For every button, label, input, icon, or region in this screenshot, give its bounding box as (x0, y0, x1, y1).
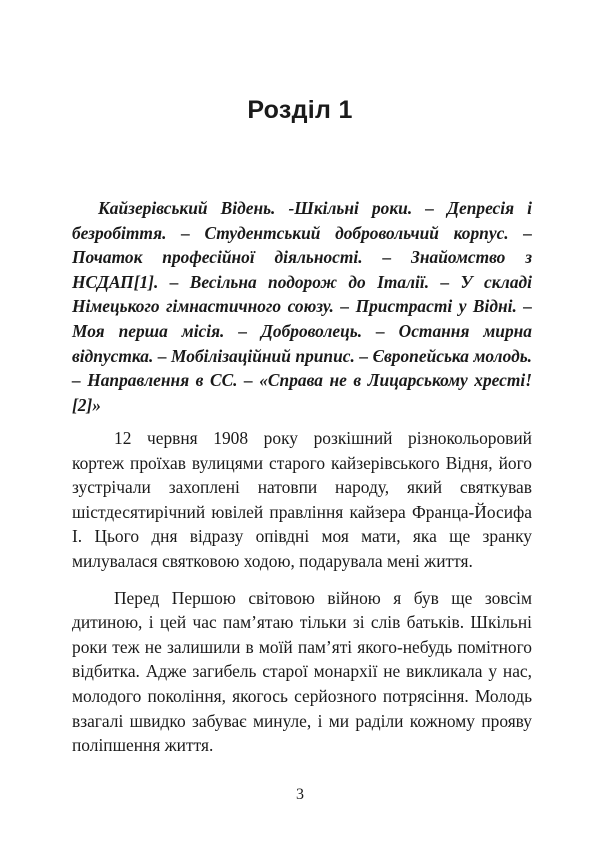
paragraph-1: 12 червня 1908 року розкішний різнокольоровий кортеж проїхав вулицями старого кайзерівського Відня, його зустрічали захоплені натовпи народу, який святкував шістдесятирічний ювілей правління кайзера Франца-Йосифа I. Цього дня відразу опівдні моя мати, яка ще зранку милувалася святковою ходою, подарувала мені життя. (72, 428, 532, 571)
page-number: 3 (296, 786, 304, 803)
body-text (72, 426, 532, 770)
chapter-summary: Кайзерівський Відень. -Шкільні роки. – Депресія і безробіття. – Студентський добровольчий корпус. – Початок професійної діяльності. – Знайомство з НСДАП[1]. – Весільна подорож до Італії. – У складі Німецького гімнастичного союзу. – Пристрасті у Відні. – Моя перша місія. – Доброволець. – Остання мирна відпустка. – Мобілізаційний припис. – Європейська молодь. – Направлення в СС. – «Справа не в Лицарському хресті![2]» (72, 198, 532, 415)
paragraph-2: Перед Першою світовою війною я був ще зовсім дитиною, і цей час пам’ятаю тільки зі слів батьків. Шкільні роки теж не залишили в моїй пам’яті якого-небудь помітного відбитка. Адже загибель старої монархії не викликала у нас, молодого покоління, якогось серйозного потрясіння. Молодь взагалі швидко забуває минуле, і ми раділи кожному прояву поліпшення життя. (72, 587, 532, 756)
chapter-title: Розділ 1 (247, 96, 353, 124)
